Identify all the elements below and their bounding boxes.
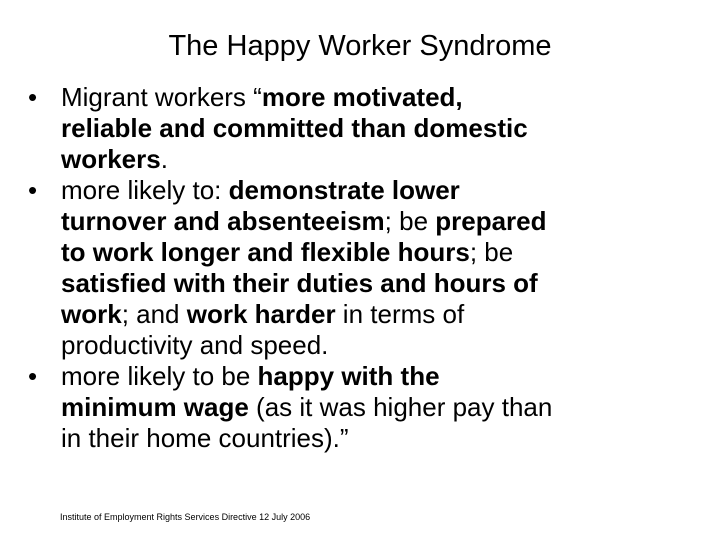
bullet-line: [61, 113, 688, 144]
bullet-item: [28, 82, 688, 175]
bullet-dot-icon: •: [28, 82, 38, 112]
text-run: ; be: [469, 237, 514, 267]
bullet-item: [28, 175, 688, 361]
bullet-line: [61, 330, 688, 361]
bullet-line: [61, 144, 688, 175]
text-run: more likely to:: [61, 175, 229, 205]
bullet-line: [61, 423, 688, 454]
bullet-dot-icon: •: [28, 361, 38, 391]
bold-text: workers: [61, 144, 161, 174]
source-citation: Institute of Employment Rights Services Directive 12 July 2006: [60, 512, 311, 522]
slide-title: The Happy Worker Syndrome: [168, 30, 552, 62]
text-run: ; and: [121, 299, 187, 329]
bullet-line: [61, 237, 688, 268]
bullet-line: [61, 82, 688, 113]
bullet-line: [61, 392, 688, 423]
text-run: Migrant workers “: [61, 82, 262, 112]
text-run: in their home countries).”: [61, 423, 349, 453]
text-run: (as it was higher pay than: [248, 392, 553, 422]
bullet-line: [61, 268, 688, 299]
bold-text: reliable and committed than domestic: [61, 113, 528, 143]
bullet-line: [61, 299, 688, 330]
text-run: in terms of: [335, 299, 465, 329]
text-run: more likely to be: [61, 361, 258, 391]
bold-text: demonstrate lower: [228, 175, 460, 205]
text-run: .: [160, 144, 168, 174]
bold-text: prepared: [435, 206, 547, 236]
bold-text: satisfied with their duties and hours of: [61, 268, 538, 298]
bold-text: turnover and absenteeism: [61, 206, 385, 236]
bold-text: more motivated,: [261, 82, 463, 112]
text-run: ; be: [384, 206, 436, 236]
bullet-list: [28, 82, 688, 454]
bold-text: minimum wage: [61, 392, 249, 422]
bold-text: work: [61, 299, 122, 329]
bullet-line: [61, 175, 688, 206]
bullet-item: [28, 361, 688, 454]
bullet-line: [61, 206, 688, 237]
bullet-line: [61, 361, 688, 392]
bold-text: happy with the: [257, 361, 440, 391]
bullet-dot-icon: •: [28, 175, 38, 205]
text-run: productivity and speed.: [61, 330, 329, 360]
bold-text: to work longer and flexible hours: [61, 237, 470, 267]
bold-text: work harder: [186, 299, 336, 329]
